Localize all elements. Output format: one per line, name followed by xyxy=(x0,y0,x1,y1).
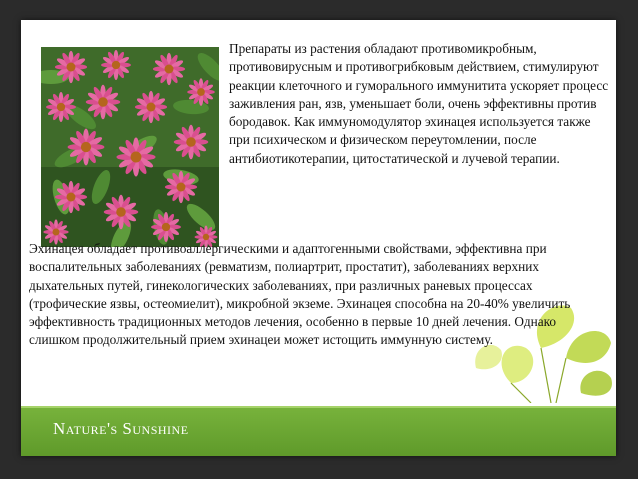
description-bottom: Эхинацея обладает противоаллергическими и адаптогенными свойствами, эффективна при воспалительных заболеваниях (ревматизм, полиартрит, простатит), заболеваниях верхних дыхательных путей, гинекологических заболеваниях, при различных раневых процессах (трофические язвы, остеомиелит), микробной экземе. Эхинацея способна на 20-40% увеличить эффективность традиционных методов лечения, особенно в первые 10 дней лечения. Однако слишком продолжительный прием эхинацеи может истощить иммунную систему. xyxy=(29,241,571,348)
echinacea-image xyxy=(41,47,219,247)
description-top: Препараты из растения обладают противомикробным, противовирусным и противогрибковым действием, стимулируют реакции клеточного и гуморального иммунитита ускоряет процесс заживления ран, язв, уменьшает боли, очень эффективны против бородавок. Как иммуномодулятор эхинацея используется также при психическом и физическом переутомлении, после антибиотикотерапии, цитостатической и лучевой терапии. xyxy=(229,41,609,166)
slide xyxy=(21,20,616,456)
footer-bar xyxy=(21,406,616,456)
brand-logo: Nature's Sunshine xyxy=(53,419,189,438)
echinacea-photo xyxy=(41,47,219,247)
footer-divider xyxy=(21,406,616,408)
